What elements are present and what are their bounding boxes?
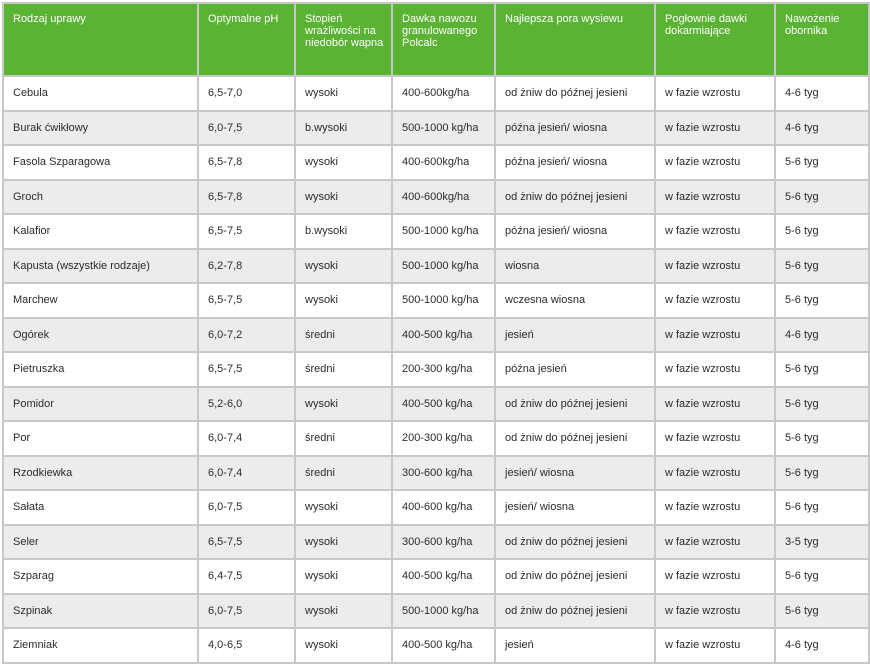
cell-optimal-ph: 6,5-7,5 [198, 214, 295, 249]
cell-crop-type: Szparag [3, 559, 198, 594]
cell-lime-sensitivity: średni [295, 352, 392, 387]
cell-best-sowing-time: od żniw do późnej jesieni [495, 525, 655, 560]
table-row [3, 145, 869, 180]
cell-best-sowing-time: późna jesień [495, 352, 655, 387]
cell-manure-fertilization: 5-6 tyg [775, 352, 869, 387]
cell-lime-sensitivity: wysoki [295, 387, 392, 422]
column-header-polcalc-dose: Dawka nawozu granulowanego Polcalc [392, 3, 495, 76]
cell-best-sowing-time: jesień/ wiosna [495, 456, 655, 491]
table-row [3, 214, 869, 249]
cell-best-sowing-time: wiosna [495, 249, 655, 284]
cell-optimal-ph: 6,0-7,5 [198, 490, 295, 525]
cell-polcalc-dose: 400-600kg/ha [392, 76, 495, 111]
table-row [3, 559, 869, 594]
cell-optimal-ph: 6,5-7,8 [198, 180, 295, 215]
cell-manure-fertilization: 4-6 tyg [775, 76, 869, 111]
table-row [3, 283, 869, 318]
column-header-crop-type: Rodzaj uprawy [3, 3, 198, 76]
table-row [3, 525, 869, 560]
cell-crop-type: Kapusta (wszystkie rodzaje) [3, 249, 198, 284]
cell-lime-sensitivity: wysoki [295, 525, 392, 560]
cell-polcalc-dose: 400-600kg/ha [392, 145, 495, 180]
table-row [3, 76, 869, 111]
cell-manure-fertilization: 5-6 tyg [775, 490, 869, 525]
cell-top-dressing: w fazie wzrostu [655, 111, 775, 146]
cell-polcalc-dose: 400-600 kg/ha [392, 490, 495, 525]
cell-polcalc-dose: 500-1000 kg/ha [392, 594, 495, 629]
table-row [3, 318, 869, 353]
cell-crop-type: Kalafior [3, 214, 198, 249]
cell-best-sowing-time: od żniw do późnej jesieni [495, 421, 655, 456]
cell-crop-type: Por [3, 421, 198, 456]
table-row [3, 421, 869, 456]
cell-manure-fertilization: 5-6 tyg [775, 283, 869, 318]
cell-manure-fertilization: 5-6 tyg [775, 214, 869, 249]
cell-top-dressing: w fazie wzrostu [655, 628, 775, 663]
cell-top-dressing: w fazie wzrostu [655, 283, 775, 318]
table-row [3, 352, 869, 387]
cell-manure-fertilization: 5-6 tyg [775, 421, 869, 456]
cell-polcalc-dose: 400-500 kg/ha [392, 559, 495, 594]
cell-lime-sensitivity: wysoki [295, 628, 392, 663]
cell-crop-type: Fasola Szparagowa [3, 145, 198, 180]
cell-lime-sensitivity: wysoki [295, 594, 392, 629]
cell-top-dressing: w fazie wzrostu [655, 559, 775, 594]
cell-manure-fertilization: 5-6 tyg [775, 249, 869, 284]
cell-manure-fertilization: 5-6 tyg [775, 180, 869, 215]
cell-manure-fertilization: 5-6 tyg [775, 594, 869, 629]
column-header-lime-sensitivity: Stopień wrażliwości na niedobór wapna [295, 3, 392, 76]
cell-top-dressing: w fazie wzrostu [655, 214, 775, 249]
cell-crop-type: Burak ćwikłowy [3, 111, 198, 146]
cell-crop-type: Seler [3, 525, 198, 560]
cell-optimal-ph: 6,0-7,4 [198, 456, 295, 491]
cell-optimal-ph: 6,0-7,5 [198, 111, 295, 146]
column-header-best-sowing-time: Najlepsza pora wysiewu [495, 3, 655, 76]
cell-optimal-ph: 6,2-7,8 [198, 249, 295, 284]
column-header-top-dressing: Pogłownie dawki dokarmiające [655, 3, 775, 76]
cell-manure-fertilization: 5-6 tyg [775, 456, 869, 491]
cell-polcalc-dose: 400-500 kg/ha [392, 628, 495, 663]
cell-polcalc-dose: 400-600kg/ha [392, 180, 495, 215]
cell-lime-sensitivity: b.wysoki [295, 214, 392, 249]
cell-polcalc-dose: 500-1000 kg/ha [392, 249, 495, 284]
table-body [3, 76, 869, 663]
cell-lime-sensitivity: wysoki [295, 76, 392, 111]
table-row [3, 490, 869, 525]
cell-top-dressing: w fazie wzrostu [655, 387, 775, 422]
cell-crop-type: Groch [3, 180, 198, 215]
cell-best-sowing-time: od żniw do późnej jesieni [495, 180, 655, 215]
cell-lime-sensitivity: wysoki [295, 249, 392, 284]
cell-optimal-ph: 6,5-7,5 [198, 283, 295, 318]
cell-crop-type: Ziemniak [3, 628, 198, 663]
cell-top-dressing: w fazie wzrostu [655, 456, 775, 491]
cell-polcalc-dose: 500-1000 kg/ha [392, 214, 495, 249]
cell-polcalc-dose: 300-600 kg/ha [392, 456, 495, 491]
cell-crop-type: Cebula [3, 76, 198, 111]
cell-optimal-ph: 6,0-7,5 [198, 594, 295, 629]
cell-manure-fertilization: 4-6 tyg [775, 318, 869, 353]
cell-top-dressing: w fazie wzrostu [655, 594, 775, 629]
cell-best-sowing-time: późna jesień/ wiosna [495, 214, 655, 249]
cell-crop-type: Rzodkiewka [3, 456, 198, 491]
cell-optimal-ph: 6,4-7,5 [198, 559, 295, 594]
cell-lime-sensitivity: b.wysoki [295, 111, 392, 146]
crop-liming-table [2, 2, 870, 664]
cell-top-dressing: w fazie wzrostu [655, 318, 775, 353]
cell-top-dressing: w fazie wzrostu [655, 421, 775, 456]
cell-top-dressing: w fazie wzrostu [655, 525, 775, 560]
table-row [3, 594, 869, 629]
cell-crop-type: Marchew [3, 283, 198, 318]
cell-top-dressing: w fazie wzrostu [655, 180, 775, 215]
cell-lime-sensitivity: wysoki [295, 180, 392, 215]
cell-best-sowing-time: wczesna wiosna [495, 283, 655, 318]
cell-best-sowing-time: jesień [495, 628, 655, 663]
cell-manure-fertilization: 5-6 tyg [775, 559, 869, 594]
cell-polcalc-dose: 400-500 kg/ha [392, 387, 495, 422]
cell-lime-sensitivity: wysoki [295, 559, 392, 594]
cell-lime-sensitivity: średni [295, 318, 392, 353]
cell-optimal-ph: 6,5-7,8 [198, 145, 295, 180]
cell-polcalc-dose: 400-500 kg/ha [392, 318, 495, 353]
cell-manure-fertilization: 4-6 tyg [775, 111, 869, 146]
cell-top-dressing: w fazie wzrostu [655, 490, 775, 525]
cell-optimal-ph: 6,0-7,4 [198, 421, 295, 456]
cell-manure-fertilization: 5-6 tyg [775, 145, 869, 180]
cell-best-sowing-time: jesień/ wiosna [495, 490, 655, 525]
cell-crop-type: Pomidor [3, 387, 198, 422]
cell-polcalc-dose: 200-300 kg/ha [392, 421, 495, 456]
cell-polcalc-dose: 500-1000 kg/ha [392, 283, 495, 318]
cell-crop-type: Szpinak [3, 594, 198, 629]
cell-manure-fertilization: 4-6 tyg [775, 628, 869, 663]
header-row [3, 3, 869, 76]
cell-optimal-ph: 4,0-6,5 [198, 628, 295, 663]
cell-polcalc-dose: 200-300 kg/ha [392, 352, 495, 387]
cell-best-sowing-time: od żniw do późnej jesieni [495, 387, 655, 422]
table-header [3, 3, 869, 76]
column-header-optimal-ph: Optymalne pH [198, 3, 295, 76]
table-row [3, 249, 869, 284]
cell-crop-type: Ogórek [3, 318, 198, 353]
cell-crop-type: Sałata [3, 490, 198, 525]
cell-optimal-ph: 6,5-7,5 [198, 352, 295, 387]
cell-optimal-ph: 6,5-7,5 [198, 525, 295, 560]
cell-optimal-ph: 6,0-7,2 [198, 318, 295, 353]
cell-top-dressing: w fazie wzrostu [655, 76, 775, 111]
cell-lime-sensitivity: wysoki [295, 490, 392, 525]
table-row [3, 628, 869, 663]
cell-polcalc-dose: 500-1000 kg/ha [392, 111, 495, 146]
cell-best-sowing-time: jesień [495, 318, 655, 353]
cell-optimal-ph: 5,2-6,0 [198, 387, 295, 422]
column-header-manure-fertilization: Nawożenie obornika [775, 3, 869, 76]
table-row [3, 111, 869, 146]
cell-top-dressing: w fazie wzrostu [655, 352, 775, 387]
cell-manure-fertilization: 3-5 tyg [775, 525, 869, 560]
cell-best-sowing-time: od żniw do późnej jesieni [495, 559, 655, 594]
cell-best-sowing-time: późna jesień/ wiosna [495, 145, 655, 180]
cell-best-sowing-time: późna jesień/ wiosna [495, 111, 655, 146]
cell-best-sowing-time: od żniw do późnej jesieni [495, 594, 655, 629]
cell-lime-sensitivity: wysoki [295, 145, 392, 180]
cell-optimal-ph: 6,5-7,0 [198, 76, 295, 111]
table-row [3, 456, 869, 491]
cell-top-dressing: w fazie wzrostu [655, 145, 775, 180]
table-row [3, 387, 869, 422]
cell-crop-type: Pietruszka [3, 352, 198, 387]
cell-polcalc-dose: 300-600 kg/ha [392, 525, 495, 560]
table-row [3, 180, 869, 215]
cell-top-dressing: w fazie wzrostu [655, 249, 775, 284]
cell-lime-sensitivity: średni [295, 421, 392, 456]
cell-best-sowing-time: od żniw do późnej jesieni [495, 76, 655, 111]
cell-lime-sensitivity: średni [295, 456, 392, 491]
cell-lime-sensitivity: wysoki [295, 283, 392, 318]
cell-manure-fertilization: 5-6 tyg [775, 387, 869, 422]
